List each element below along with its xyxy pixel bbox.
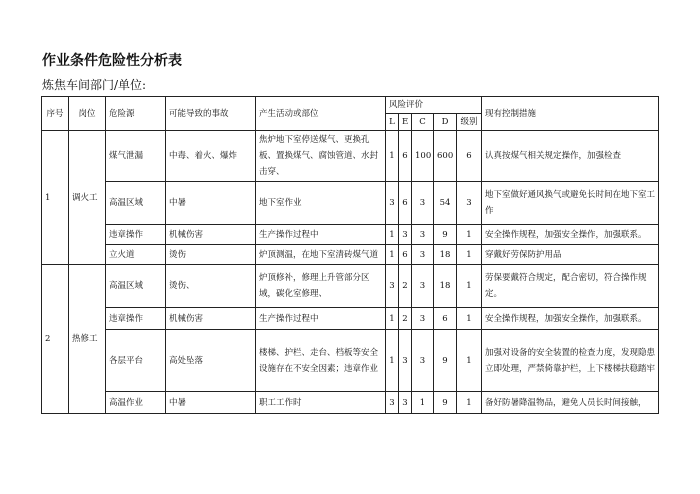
header-risk-eval: 风险评价: [386, 97, 482, 114]
D-cell: 54: [434, 182, 457, 225]
accident-cell: 中暑: [166, 392, 256, 414]
E-cell: 6: [399, 245, 412, 265]
E-cell: 3: [399, 330, 412, 392]
grade-cell: 1: [457, 392, 482, 414]
grade-cell: 1: [457, 265, 482, 308]
header-grade: 级别: [457, 114, 482, 131]
grade-cell: 3: [457, 182, 482, 225]
L-cell: 1: [386, 131, 399, 182]
D-cell: 9: [434, 225, 457, 245]
D-cell: 9: [434, 392, 457, 414]
department-label: 炼焦车间部门/单位:: [42, 78, 147, 92]
header-L: L: [386, 114, 399, 131]
L-cell: 1: [386, 245, 399, 265]
header-accident: 可能导致的事故: [166, 97, 256, 131]
C-cell: 1: [412, 392, 434, 414]
activity-cell: 地下室作业: [256, 182, 386, 225]
controls-cell: 加强对设备的安全装置的检查力度，发现隐患立即处理，严禁倚靠护栏，上下楼梯扶稳踏牢: [482, 330, 659, 392]
grade-cell: 1: [457, 308, 482, 330]
accident-cell: 机械伤害: [166, 225, 256, 245]
activity-cell: 楼梯、护栏、走台、档板等安全设施存在不安全因素；违章作业: [256, 330, 386, 392]
controls-cell: 安全操作规程，加强安全操作，加强联系。: [482, 225, 659, 245]
controls-cell: 备好防暑降温物品，避免人员长时间接触，: [482, 392, 659, 414]
accident-cell: 机械伤害: [166, 308, 256, 330]
E-cell: 6: [399, 131, 412, 182]
group-seq: 1: [42, 131, 69, 265]
header-E: E: [399, 114, 412, 131]
header-activity: 产生活动或部位: [256, 97, 386, 131]
controls-cell: 认真按煤气相关规定操作，加强检查: [482, 131, 659, 182]
hazard-cell: 立火道: [106, 245, 166, 265]
L-cell: 1: [386, 330, 399, 392]
C-cell: 3: [412, 245, 434, 265]
accident-cell: 烫伤: [166, 245, 256, 265]
C-cell: 3: [412, 225, 434, 245]
E-cell: 6: [399, 182, 412, 225]
document-title: 作业条件危险性分析表: [42, 53, 182, 69]
header-post: 岗位: [69, 97, 106, 131]
L-cell: 3: [386, 392, 399, 414]
header-seq: 序号: [42, 97, 69, 131]
C-cell: 3: [412, 265, 434, 308]
hazard-cell: 各层平台: [106, 330, 166, 392]
grade-cell: 1: [457, 225, 482, 245]
accident-cell: 中暑: [166, 182, 256, 225]
L-cell: 1: [386, 225, 399, 245]
D-cell: 18: [434, 265, 457, 308]
header-controls: 现有控制措施: [482, 97, 659, 131]
C-cell: 3: [412, 182, 434, 225]
D-cell: 600: [434, 131, 457, 182]
E-cell: 3: [399, 225, 412, 245]
table-row: [42, 392, 659, 414]
D-cell: 6: [434, 308, 457, 330]
C-cell: 100: [412, 131, 434, 182]
group-post: 调火工: [69, 131, 106, 265]
header-row-1: [42, 97, 659, 114]
controls-cell: 安全操作规程，加强安全操作，加强联系。: [482, 308, 659, 330]
header-C: C: [412, 114, 434, 131]
table-row: [42, 245, 659, 265]
C-cell: 3: [412, 308, 434, 330]
table-row: [42, 131, 659, 182]
controls-cell: 地下室做好通风换气或避免长时间在地下室工作: [482, 182, 659, 225]
grade-cell: 1: [457, 330, 482, 392]
L-cell: 3: [386, 182, 399, 225]
hazard-cell: 违章操作: [106, 225, 166, 245]
E-cell: 2: [399, 308, 412, 330]
activity-cell: 生产操作过程中: [256, 308, 386, 330]
accident-cell: 高处坠落: [166, 330, 256, 392]
hazard-cell: 高温作业: [106, 392, 166, 414]
L-cell: 3: [386, 265, 399, 308]
table-row: [42, 308, 659, 330]
controls-cell: 穿戴好劳保防护用品: [482, 245, 659, 265]
grade-cell: 6: [457, 131, 482, 182]
hazard-cell: 高温区域: [106, 265, 166, 308]
hazard-cell: 煤气泄漏: [106, 131, 166, 182]
hazard-cell: 高温区域: [106, 182, 166, 225]
activity-cell: 炉顶修补，修理上升管部分区域，碳化室修理、: [256, 265, 386, 308]
hazard-cell: 违章操作: [106, 308, 166, 330]
D-cell: 18: [434, 245, 457, 265]
risk-analysis-table: [41, 96, 659, 414]
table-row: [42, 330, 659, 392]
table-row: [42, 265, 659, 308]
table-row: [42, 182, 659, 225]
grade-cell: 1: [457, 245, 482, 265]
E-cell: 3: [399, 392, 412, 414]
C-cell: 3: [412, 330, 434, 392]
activity-cell: 炉顶测温，在地下室清砖煤气道: [256, 245, 386, 265]
group-seq: 2: [42, 265, 69, 414]
header-D: D: [434, 114, 457, 131]
L-cell: 1: [386, 308, 399, 330]
activity-cell: 焦炉地下室停送煤气、更换孔板、置换煤气、腐蚀管道、水封击穿、: [256, 131, 386, 182]
controls-cell: 劳保要戴符合规定，配合密切，符合操作规定。: [482, 265, 659, 308]
activity-cell: 职工工作时: [256, 392, 386, 414]
accident-cell: 烫伤、: [166, 265, 256, 308]
E-cell: 2: [399, 265, 412, 308]
activity-cell: 生产操作过程中: [256, 225, 386, 245]
header-hazard: 危险源: [106, 97, 166, 131]
accident-cell: 中毒、着火、爆炸: [166, 131, 256, 182]
group-post: 热修工: [69, 265, 106, 414]
D-cell: 9: [434, 330, 457, 392]
table-row: [42, 225, 659, 245]
